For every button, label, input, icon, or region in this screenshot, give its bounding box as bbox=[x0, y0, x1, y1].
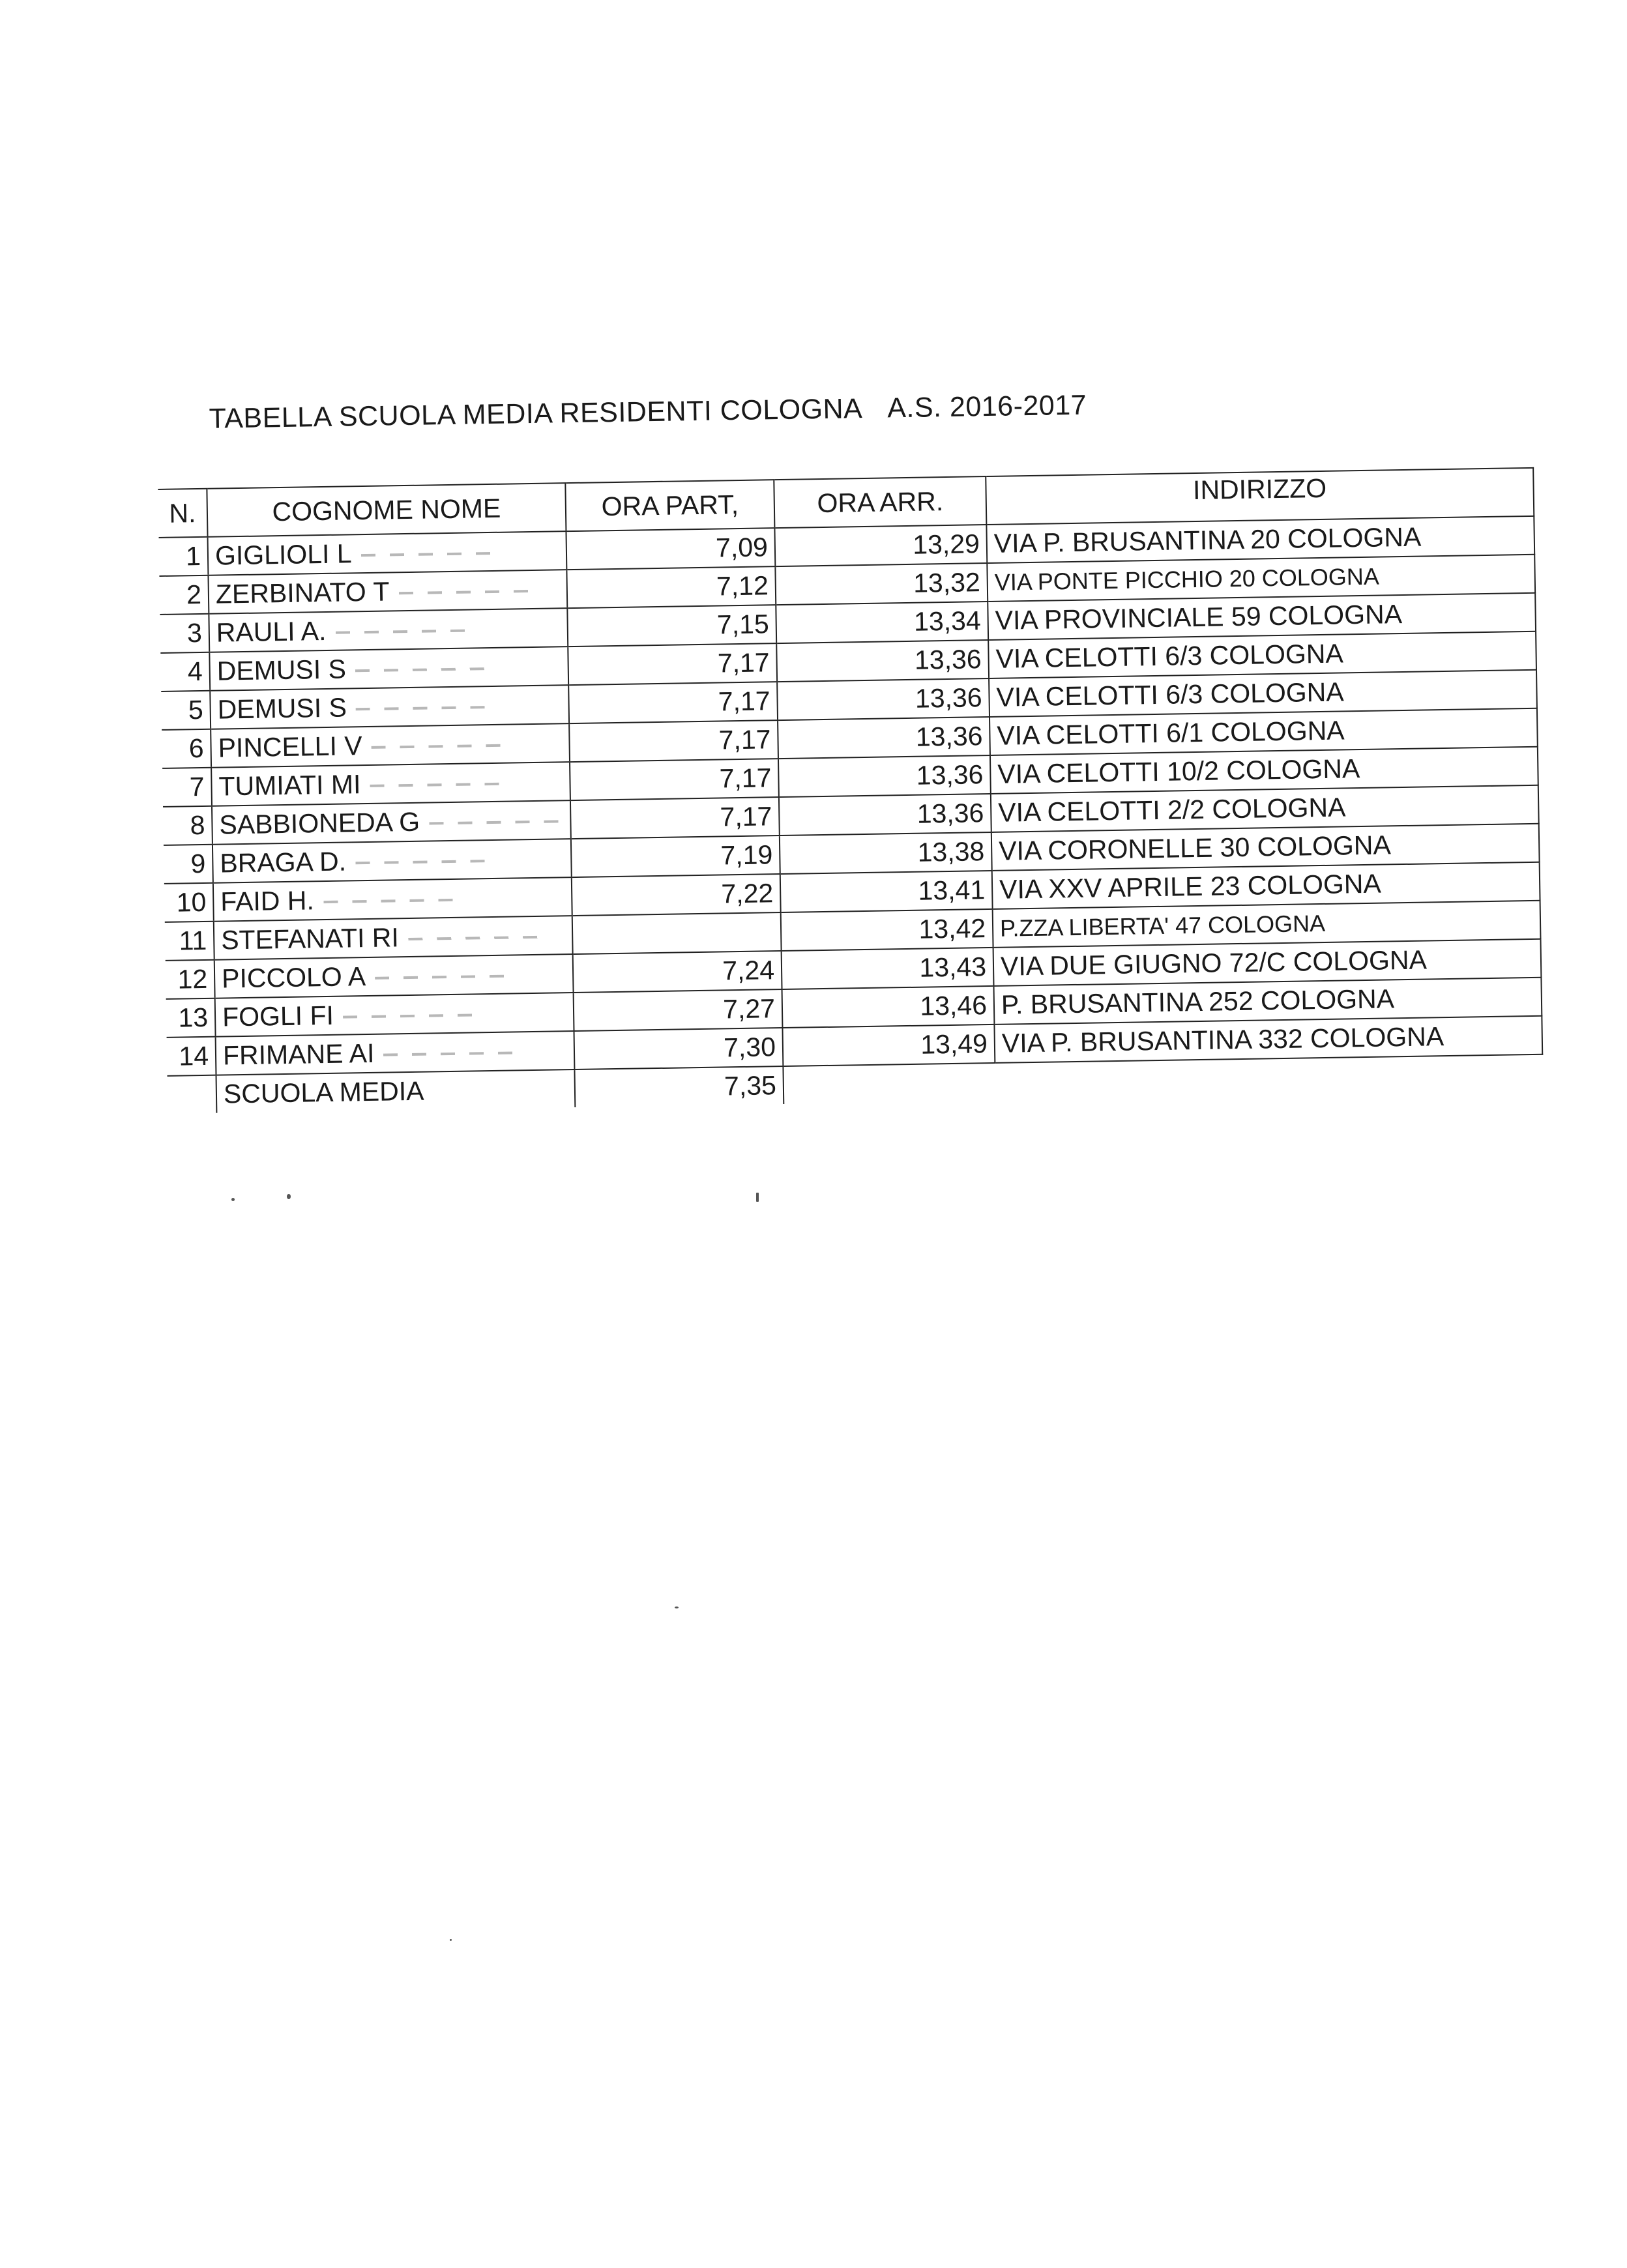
student-name: PINCELLI V bbox=[211, 723, 570, 768]
arrival-time: 13,36 bbox=[778, 755, 991, 797]
scan-speck bbox=[756, 1193, 759, 1202]
student-name: DEMUSI S bbox=[209, 647, 568, 691]
row-number: 3 bbox=[160, 614, 209, 653]
student-name: FOGLI FI bbox=[215, 993, 574, 1037]
redaction-mark bbox=[429, 821, 559, 825]
student-name: TUMIATI MI bbox=[211, 762, 570, 806]
arrival-time: 13,46 bbox=[782, 986, 995, 1028]
header-address: INDIRIZZO bbox=[986, 468, 1534, 525]
footer-arrival bbox=[783, 1063, 995, 1104]
student-address: VIA P. BRUSANTINA 332 COLOGNA bbox=[994, 1016, 1542, 1063]
departure-time: 7,17 bbox=[568, 682, 778, 723]
header-arrival: ORA ARR. bbox=[774, 476, 986, 528]
row-number: 5 bbox=[161, 691, 211, 730]
student-address: VIA CELOTTI 2/2 COLOGNA bbox=[991, 785, 1539, 832]
arrival-time: 13,36 bbox=[778, 717, 990, 759]
redaction-mark bbox=[375, 975, 505, 980]
departure-time: 7,15 bbox=[567, 605, 776, 647]
student-address: VIA CELOTTI 10/2 COLOGNA bbox=[990, 747, 1538, 794]
row-number: 8 bbox=[163, 806, 213, 845]
scan-speck bbox=[287, 1194, 291, 1199]
arrival-time: 13,36 bbox=[776, 640, 989, 682]
redaction-mark bbox=[372, 744, 502, 749]
student-address: VIA CELOTTI 6/3 COLOGNA bbox=[989, 670, 1537, 717]
arrival-time: 13,32 bbox=[775, 563, 988, 605]
arrival-time: 13,49 bbox=[782, 1025, 995, 1066]
departure-time: 7,22 bbox=[572, 874, 781, 916]
redaction-mark bbox=[323, 899, 454, 903]
arrival-time: 13,34 bbox=[776, 602, 988, 643]
row-number: 2 bbox=[159, 575, 209, 615]
departure-time: 7,17 bbox=[570, 759, 779, 800]
row-number: 10 bbox=[164, 883, 214, 922]
redaction-mark bbox=[370, 783, 500, 787]
student-name: FRIMANE AI bbox=[216, 1031, 575, 1075]
departure-time: 7,24 bbox=[573, 951, 782, 993]
departure-time bbox=[572, 912, 782, 954]
row-number: 14 bbox=[167, 1037, 216, 1076]
schedule-table bbox=[158, 467, 1544, 1114]
row-number: 13 bbox=[166, 998, 216, 1038]
departure-time: 7,12 bbox=[566, 566, 776, 608]
redaction-mark bbox=[335, 630, 465, 634]
student-name: RAULI A. bbox=[209, 608, 568, 652]
row-number: 1 bbox=[159, 537, 209, 576]
redaction-mark bbox=[343, 1014, 473, 1019]
header-name: COGNOME NOME bbox=[207, 483, 566, 537]
student-name: DEMUSI S bbox=[210, 685, 569, 729]
title-text: TABELLA SCUOLA MEDIA RESIDENTI COLOGNA bbox=[209, 392, 863, 435]
student-name: SABBIONEDA G bbox=[212, 800, 571, 845]
redaction-mark bbox=[383, 1052, 514, 1056]
row-number: 6 bbox=[162, 729, 211, 768]
departure-time: 7,30 bbox=[574, 1028, 784, 1069]
footer-name: SCUOLA MEDIA bbox=[216, 1069, 575, 1113]
row-number: 7 bbox=[162, 768, 212, 807]
redaction-mark bbox=[355, 667, 486, 672]
student-address: VIA DUE GIUGNO 72/C COLOGNA bbox=[993, 939, 1542, 986]
student-name: FAID H. bbox=[213, 877, 572, 922]
departure-time: 7,17 bbox=[570, 797, 780, 839]
arrival-time: 13,41 bbox=[780, 871, 993, 912]
row-number: 11 bbox=[165, 922, 214, 961]
scan-speck bbox=[450, 1939, 452, 1941]
student-address: VIA P. BRUSANTINA 20 COLOGNA bbox=[986, 516, 1534, 563]
redaction-mark bbox=[361, 552, 491, 557]
student-address: VIA CELOTTI 6/1 COLOGNA bbox=[989, 708, 1538, 755]
student-address: P. BRUSANTINA 252 COLOGNA bbox=[993, 978, 1542, 1025]
student-address: VIA PONTE PICCHIO 20 COLOGNA bbox=[987, 555, 1535, 602]
student-name: BRAGA D. bbox=[213, 839, 572, 883]
redaction-mark bbox=[356, 706, 486, 710]
arrival-time: 13,36 bbox=[779, 794, 991, 836]
arrival-time: 13,38 bbox=[780, 832, 992, 874]
footer-address bbox=[995, 1054, 1543, 1101]
arrival-time: 13,29 bbox=[774, 525, 987, 566]
redaction-mark bbox=[408, 936, 538, 940]
table-body bbox=[159, 516, 1543, 1076]
departure-time: 7,27 bbox=[574, 989, 783, 1031]
arrival-time: 13,36 bbox=[777, 678, 989, 720]
student-name: GIGLIOLI L bbox=[208, 531, 567, 575]
departure-time: 7,17 bbox=[569, 720, 778, 762]
row-number: 12 bbox=[166, 960, 215, 999]
arrival-time: 13,42 bbox=[781, 909, 993, 951]
student-address: VIA CORONELLE 30 COLOGNA bbox=[991, 824, 1540, 871]
row-number: 9 bbox=[164, 845, 213, 884]
departure-time: 7,17 bbox=[568, 643, 777, 685]
student-address: VIA XXV APRILE 23 COLOGNA bbox=[992, 862, 1540, 909]
bus-schedule-sheet bbox=[156, 369, 1551, 1109]
footer-departure: 7,35 bbox=[574, 1066, 784, 1107]
page-title bbox=[209, 390, 1087, 435]
student-name: PICCOLO A bbox=[214, 954, 574, 998]
arrival-time: 13,43 bbox=[782, 948, 994, 989]
student-name: STEFANATI RI bbox=[214, 916, 573, 960]
footer-num bbox=[168, 1075, 217, 1114]
scan-speck bbox=[675, 1606, 679, 1608]
row-number: 4 bbox=[160, 652, 210, 691]
student-address: VIA PROVINCIALE 59 COLOGNA bbox=[988, 593, 1536, 640]
header-num: N. bbox=[158, 489, 207, 538]
redaction-mark bbox=[355, 860, 486, 864]
student-address: P.ZZA LIBERTA' 47 COLOGNA bbox=[993, 901, 1541, 948]
departure-time: 7,19 bbox=[571, 836, 780, 877]
redaction-mark bbox=[398, 590, 529, 594]
student-name: ZERBINATO T bbox=[208, 570, 567, 614]
student-address: VIA CELOTTI 6/3 COLOGNA bbox=[988, 632, 1536, 678]
scan-speck bbox=[231, 1198, 235, 1201]
school-year: A.S. 2016-2017 bbox=[887, 389, 1087, 424]
header-departure: ORA PART, bbox=[565, 480, 774, 531]
departure-time: 7,09 bbox=[566, 528, 775, 570]
